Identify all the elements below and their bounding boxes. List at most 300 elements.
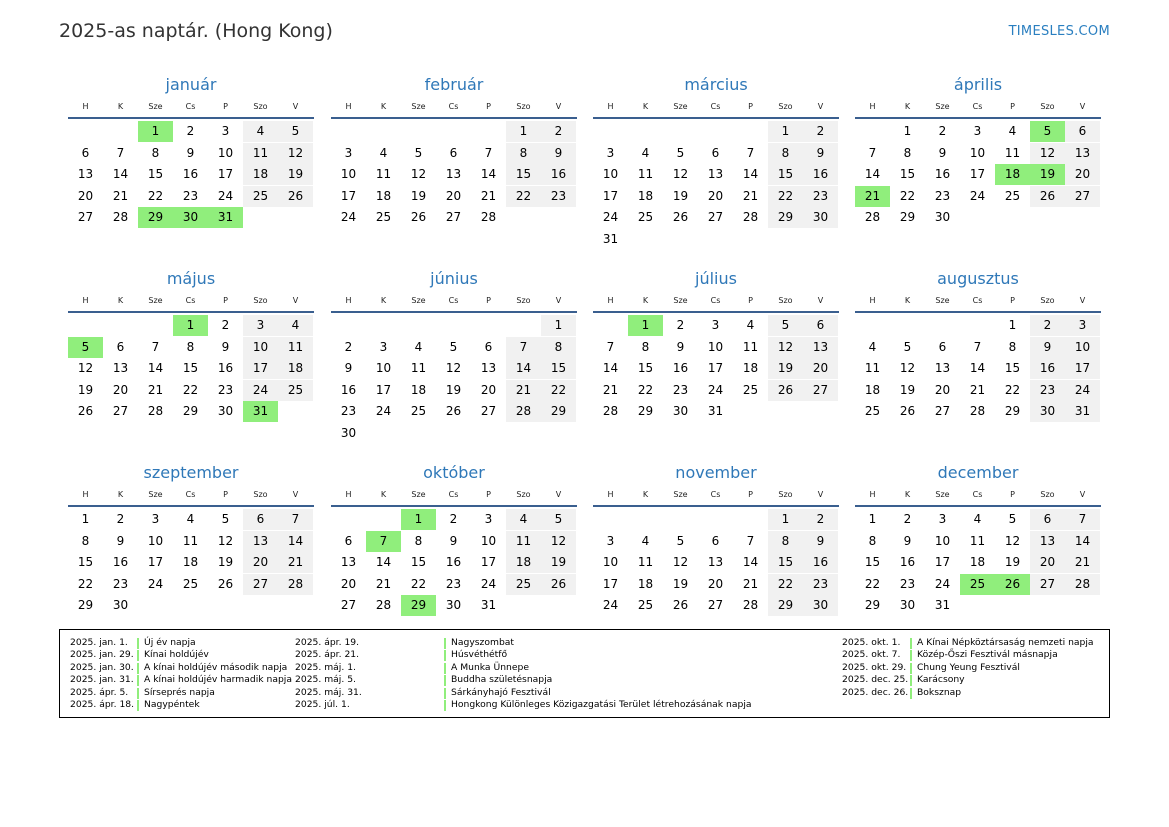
day-cell: 5 [1030,121,1065,142]
empty-cell [506,315,541,336]
day-cell: 26 [217,576,234,591]
day-cell: 27 [803,380,838,401]
day-cell: 30 [217,404,234,418]
day-cell: 14 [480,167,497,181]
day-cell: 1 [506,121,541,142]
legend-marker [137,688,139,699]
day-cell: 5 [221,512,230,526]
weekday-label: Cs [185,295,196,305]
day-cell: 2 [221,318,230,332]
month-name: április [953,75,1003,94]
day-cell: 18 [375,188,392,203]
day-cell: 4 [746,318,755,332]
legend-date: 2025. ápr. 21. [295,649,360,661]
day-cell: 16 [182,167,199,181]
day-cell: 23 [672,382,689,397]
empty-cell [401,121,436,142]
week-row [593,164,839,186]
empty-cell [628,121,663,142]
weekday-label: Szo [1040,101,1055,111]
weekday-label: K [380,489,387,499]
legend-date: 2025. jan. 30. [70,661,134,673]
day-cell: 23 [1030,380,1065,401]
day-cell: 6 [449,145,458,160]
day-cell: 13 [77,167,94,181]
weekday-label: K [380,101,387,111]
day-cell: 2 [803,121,838,142]
day-cell: 2 [938,124,947,138]
week-row [331,401,577,423]
legend-marker [444,650,446,661]
month-block [331,460,577,617]
day-cell: 18 [637,188,654,203]
day-cell: 26 [995,574,1030,595]
day-cell: 1 [541,315,576,336]
holiday-legend [59,629,1110,718]
day-cell: 2 [676,318,685,332]
day-cell: 24 [707,382,724,397]
day-cell: 21 [602,382,619,397]
day-cell: 14 [969,361,986,375]
weekday-label: H [82,489,89,499]
weekday-label: Cs [185,489,196,499]
empty-cell [960,595,995,616]
day-cell: 26 [410,210,427,224]
day-cell: 7 [366,531,401,552]
week-row [68,186,314,208]
month-name: október [423,463,485,482]
weekday-label: Szo [253,101,268,111]
week-row [331,337,577,359]
weekday-label: V [1079,489,1086,499]
month-name: május [166,269,216,288]
day-cell: 25 [637,210,654,224]
day-cell: 29 [768,595,803,616]
week-row [68,143,314,165]
day-cell: 24 [480,576,497,591]
day-cell: 22 [899,188,916,203]
legend-date: 2025. okt. 29. [842,661,907,673]
day-cell: 8 [506,143,541,164]
day-cell: 4 [379,145,388,160]
weekday-label: K [117,295,124,305]
day-cell: 11 [506,531,541,552]
week-row [593,207,839,229]
empty-cell [541,423,576,444]
week-row [855,552,1101,574]
empty-cell [733,509,768,530]
day-cell: 5 [676,145,685,160]
empty-cell [138,315,173,336]
legend-row [70,637,292,649]
day-cell: 9 [903,533,912,548]
day-cell: 5 [1008,512,1017,526]
day-cell: 24 [934,576,951,591]
empty-cell [243,207,278,228]
day-cell: 10 [602,555,619,569]
day-cell: 28 [742,210,759,224]
day-cell: 4 [186,512,195,526]
day-cell: 10 [340,167,357,181]
week-row [331,595,577,617]
day-cell: 19 [410,188,427,203]
month-block [593,460,839,617]
month-divider [68,505,314,507]
empty-cell [698,509,733,530]
day-cell: 24 [217,188,234,203]
day-cell: 30 [672,404,689,418]
weekday-header [593,484,839,504]
empty-cell [436,121,471,142]
day-cell: 18 [864,382,881,397]
day-cell: 27 [112,404,129,418]
day-cell: 28 [506,401,541,422]
day-cell: 22 [1004,382,1021,397]
day-cell: 21 [855,186,890,207]
weekday-label: Sze [148,489,163,499]
legend-row [842,687,1094,699]
empty-cell [436,315,471,336]
empty-cell [698,229,733,250]
legend-date: 2025. máj. 31. [295,686,362,698]
weekday-label: Szo [778,101,793,111]
weekday-label: P [223,101,228,111]
day-cell: 23 [803,186,838,207]
day-cell: 1 [868,512,877,526]
day-cell: 27 [243,574,278,595]
day-cell: 29 [1004,404,1021,418]
weekday-label: Cs [448,101,459,111]
day-cell: 20 [77,188,94,203]
day-cell: 6 [1030,509,1065,530]
day-cell: 4 [868,339,877,354]
day-cell: 2 [449,512,458,526]
day-cell: 20 [1065,164,1100,185]
weekday-label: H [607,489,614,499]
week-row [331,423,577,445]
day-cell: 13 [340,555,357,569]
day-cell: 27 [707,598,724,612]
legend-marker [910,663,912,674]
week-row [593,121,839,143]
weekday-label: H [82,295,89,305]
weekday-header [593,290,839,310]
week-row [593,315,839,337]
legend-date: 2025. jan. 31. [70,674,134,686]
empty-cell [506,423,541,444]
day-cell: 24 [602,210,619,224]
site-link[interactable]: TIMESLES.COM [1008,24,1110,39]
weekday-label: P [486,295,491,305]
empty-cell [855,121,890,142]
weekday-header [68,484,314,504]
weekday-label: H [869,489,876,499]
day-cell: 20 [340,576,357,591]
day-cell: 20 [480,382,497,397]
month-block [593,72,839,250]
day-cell: 13 [934,361,951,375]
week-row [68,315,314,337]
day-cell: 8 [186,339,195,354]
day-cell: 1 [138,121,173,142]
week-row [593,380,839,402]
empty-cell [278,207,313,228]
empty-cell [103,121,138,142]
weekday-label: Sze [411,489,426,499]
day-cell: 12 [768,337,803,358]
day-cell: 7 [151,339,160,354]
day-cell: 1 [628,315,663,336]
empty-cell [628,509,663,530]
day-cell: 7 [606,339,615,354]
day-cell: 22 [147,188,164,203]
day-cell: 7 [973,339,982,354]
day-cell: 4 [243,121,278,142]
day-cell: 25 [506,574,541,595]
week-row [855,164,1101,186]
day-cell: 15 [637,361,654,375]
legend-date: 2025. ápr. 5. [70,686,129,698]
day-cell: 7 [116,145,125,160]
day-cell: 31 [480,598,497,612]
weekday-label: H [607,101,614,111]
weekday-label: Sze [673,489,688,499]
day-cell: 6 [938,339,947,354]
empty-cell [506,207,541,228]
legend-date: 2025. ápr. 18. [70,698,135,710]
weekday-label: V [817,295,824,305]
day-cell: 14 [506,358,541,379]
week-row [593,143,839,165]
day-cell: 18 [182,555,199,569]
day-cell: 13 [1030,531,1065,552]
empty-cell [401,315,436,336]
weekday-label: K [117,489,124,499]
day-cell: 28 [969,404,986,418]
day-cell: 21 [278,552,313,573]
empty-cell [698,121,733,142]
month-block [855,72,1101,229]
day-cell: 17 [969,167,986,181]
day-cell: 17 [217,167,234,181]
day-cell: 14 [602,361,619,375]
month-name: augusztus [937,269,1019,288]
weekday-label: P [223,295,228,305]
day-cell: 6 [81,145,90,160]
empty-cell [1030,207,1065,228]
legend-row [295,699,752,711]
day-cell: 12 [1030,143,1065,164]
day-cell: 16 [541,164,576,185]
empty-cell [331,509,366,530]
month-name: november [675,463,757,482]
legend-date: 2025. jan. 29. [70,649,134,661]
day-cell: 13 [112,361,129,375]
day-cell: 3 [379,339,388,354]
weekday-label: K [904,295,911,305]
weekday-label: Cs [448,489,459,499]
legend-holiday-name: Nagyszombat [451,637,515,648]
month-name: március [684,75,748,94]
day-cell: 17 [147,555,164,569]
day-cell: 16 [899,555,916,569]
legend-column-2 [295,637,752,711]
legend-marker [910,688,912,699]
day-cell: 16 [672,361,689,375]
weekday-label: Cs [972,101,983,111]
weekday-label: P [748,295,753,305]
day-cell: 18 [410,382,427,397]
week-row [331,552,577,574]
legend-holiday-name: Új év napja [144,637,196,648]
day-cell: 27 [934,404,951,418]
empty-cell [733,121,768,142]
empty-cell [103,315,138,336]
empty-cell [541,595,576,616]
day-cell: 28 [375,598,392,612]
week-row [68,595,314,617]
day-cell: 26 [768,380,803,401]
month-divider [855,117,1101,119]
day-cell: 29 [77,598,94,612]
empty-cell [366,423,401,444]
weekday-label: Cs [972,489,983,499]
day-cell: 17 [480,555,497,569]
day-cell: 29 [768,207,803,228]
empty-cell [138,595,173,616]
day-cell: 5 [903,339,912,354]
day-cell: 29 [899,210,916,224]
week-row [331,574,577,596]
day-cell: 3 [484,512,493,526]
week-row [855,574,1101,596]
day-cell: 8 [903,145,912,160]
weekday-label: Cs [185,101,196,111]
day-cell: 18 [278,358,313,379]
week-row [331,380,577,402]
day-cell: 21 [969,382,986,397]
legend-holiday-name: A Kínai Népköztársaság nemzeti napja [917,637,1094,648]
empty-cell [173,595,208,616]
legend-holiday-name: Hongkong Különleges Közigazgatási Terület létrehozásának napja [451,698,752,710]
week-row [68,358,314,380]
day-cell: 11 [969,533,986,548]
weekday-label: V [817,101,824,111]
week-row [855,595,1101,617]
week-row [593,509,839,531]
weekday-label: Szo [516,101,531,111]
empty-cell [593,509,628,530]
day-cell: 7 [746,145,755,160]
weekday-label: Szo [1040,295,1055,305]
month-block [68,72,314,229]
weekday-label: Sze [673,295,688,305]
day-cell: 4 [641,145,650,160]
day-cell: 30 [803,207,838,228]
week-row [593,229,839,251]
week-row [855,143,1101,165]
weekday-label: P [748,489,753,499]
day-cell: 19 [672,188,689,203]
month-block [855,266,1101,423]
weekday-label: V [555,295,562,305]
day-cell: 23 [112,576,129,591]
day-cell: 20 [112,382,129,397]
day-cell: 25 [243,186,278,207]
day-cell: 19 [768,358,803,379]
day-cell: 21 [742,188,759,203]
day-cell: 28 [278,574,313,595]
legend-row [295,649,752,661]
empty-cell [995,207,1030,228]
month-block [68,266,314,423]
day-cell: 29 [637,404,654,418]
weekday-label: K [380,295,387,305]
day-cell: 18 [995,164,1030,185]
day-cell: 28 [480,210,497,224]
day-cell: 29 [138,207,173,228]
day-cell: 21 [375,576,392,591]
week-row [68,401,314,423]
legend-marker [910,650,912,661]
legend-row [295,637,752,649]
day-cell: 2 [803,509,838,530]
day-cell: 1 [903,124,912,138]
day-cell: 21 [480,188,497,203]
day-cell: 7 [1065,509,1100,530]
legend-holiday-name: A kínai holdújév harmadik napja [144,674,292,686]
legend-holiday-name: Boksznap [917,686,962,698]
day-cell: 17 [707,361,724,375]
day-cell: 4 [641,533,650,548]
day-cell: 29 [541,401,576,422]
day-cell: 27 [707,210,724,224]
day-cell: 2 [1030,315,1065,336]
legend-marker [910,675,912,686]
legend-holiday-name: Sárkányhajó Fesztivál [451,686,551,698]
day-cell: 8 [768,143,803,164]
weekday-header [331,96,577,116]
empty-cell [663,509,698,530]
empty-cell [960,315,995,336]
day-cell: 23 [541,186,576,207]
weekday-label: V [817,489,824,499]
legend-holiday-name: Nagypéntek [144,698,200,710]
day-cell: 19 [541,552,576,573]
day-cell: 3 [606,145,615,160]
weekday-label: P [1010,295,1015,305]
day-cell: 19 [278,164,313,185]
day-cell: 17 [602,188,619,203]
day-cell: 10 [934,533,951,548]
empty-cell [803,401,838,422]
day-cell: 5 [768,315,803,336]
day-cell: 20 [707,576,724,591]
weekday-label: K [642,295,649,305]
day-cell: 27 [445,210,462,224]
day-cell: 16 [112,555,129,569]
day-cell: 30 [899,598,916,612]
day-cell: 13 [707,167,724,181]
day-cell: 23 [934,188,951,203]
day-cell: 3 [243,315,278,336]
day-cell: 4 [973,512,982,526]
day-cell: 7 [484,145,493,160]
day-cell: 3 [344,145,353,160]
day-cell: 10 [969,145,986,160]
day-cell: 28 [147,404,164,418]
day-cell: 9 [541,143,576,164]
